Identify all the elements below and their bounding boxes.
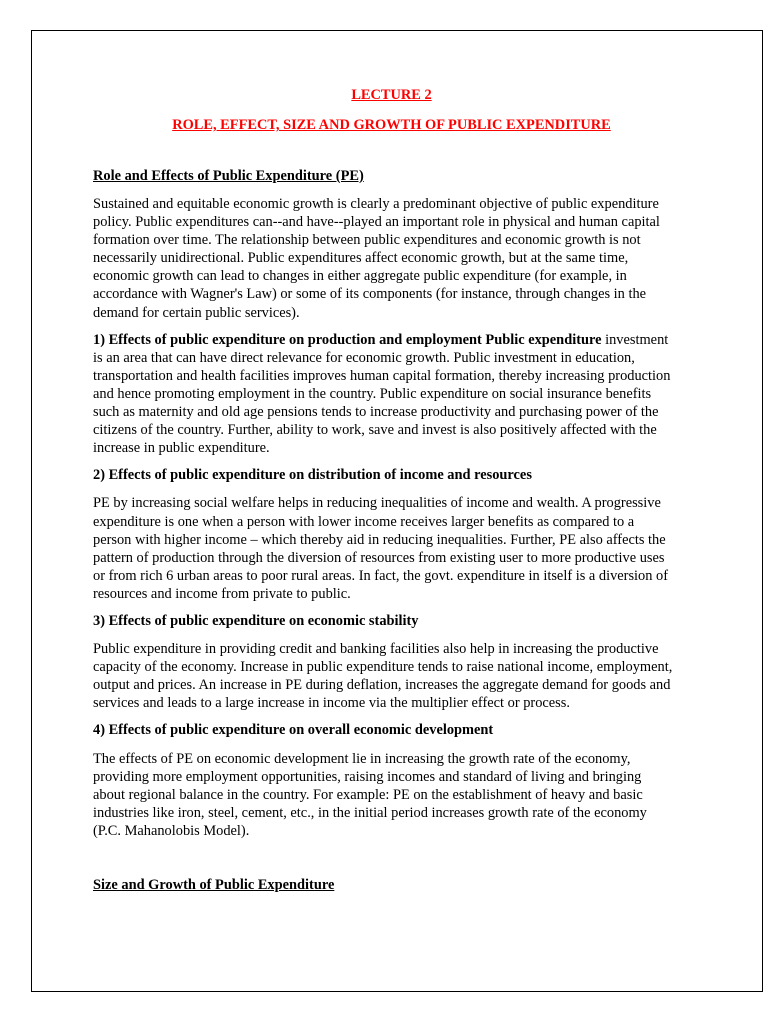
lecture-label: LECTURE 2 <box>351 87 432 103</box>
effect2-heading: 2) Effects of public expenditure on distribution of income and resources <box>93 467 532 484</box>
effect3-paragraph: Public expenditure in providing credit and banking facilities also help in increasing the productive capacity of the economy. Increase in public expenditure tends to raise national income, employment, output and prices. An increase in PE during deflation, increases the aggregate demand for goods and services and leads to a large increase in income via the multiplier effect or process. <box>93 641 673 712</box>
intro-paragraph: Sustained and equitable economic growth is clearly a predominant objective of public expenditure policy. Public expenditures can--and have--played an important role in physical and human capital formation over time. The relationship between public expenditures and economic growth is not necessarily unidirectional. Public expenditures affect economic growth, but at the same time, economic growth can lead to changes in either aggregate public expenditure (for example, in accordance with Wagner's Law) or some of its components (for instance, through changes in the demand for certain public services). <box>93 196 660 321</box>
section-heading-size-growth: Size and Growth of Public Expenditure <box>93 877 335 893</box>
document-body <box>93 86 673 894</box>
effect1-paragraph <box>93 331 673 458</box>
effect1-body: investment is an area that can have direct relevance for economic growth. Public investment in education, transportation and health facilities improves human capital formation, thereby increasing production and hence promoting employment in the country. Public expenditure on social insurance benefits such as maternity and old age pensions tends to increase productivity and purchasing power of the citizens of the country. Further, ability to work, save and invest is also positively affected with the increase in public expenditure. <box>93 331 671 457</box>
effect2-paragraph: PE by increasing social welfare helps in reducing inequalities of income and wealth. A progressive expenditure is one when a person with lower income receives larger benefits as compared to a person with higher income – which thereby aid in reducing inequalities. Further, PE also affects the pattern of production through the diversion of resources from existing user to more productive uses or from rich 6 urban areas to poor rural areas. In fact, the govt. expenditure in itself is a diversion of resources and income from private to public. <box>93 495 669 602</box>
effect4-heading: 4) Effects of public expenditure on overall economic development <box>93 722 494 739</box>
effect1-heading: 1) Effects of public expenditure on production and employment Public expenditure <box>93 331 602 348</box>
lecture-title: ROLE, EFFECT, SIZE AND GROWTH OF PUBLIC EXPENDITURE <box>172 117 611 133</box>
effect3-heading: 3) Effects of public expenditure on economic stability <box>93 612 419 629</box>
effect4-paragraph: The effects of PE on economic development lie in increasing the growth rate of the economy, providing more employment opportunities, raising incomes and standard of living and bringing about regional balance in the country. For example: PE on the establishment of heavy and basic industries like iron, steel, cement, etc., in the initial period increases growth rate of the economy (P.C. Mahanolobis Model). <box>93 750 647 839</box>
section-heading-role-effects: Role and Effects of Public Expenditure (PE) <box>93 168 364 184</box>
